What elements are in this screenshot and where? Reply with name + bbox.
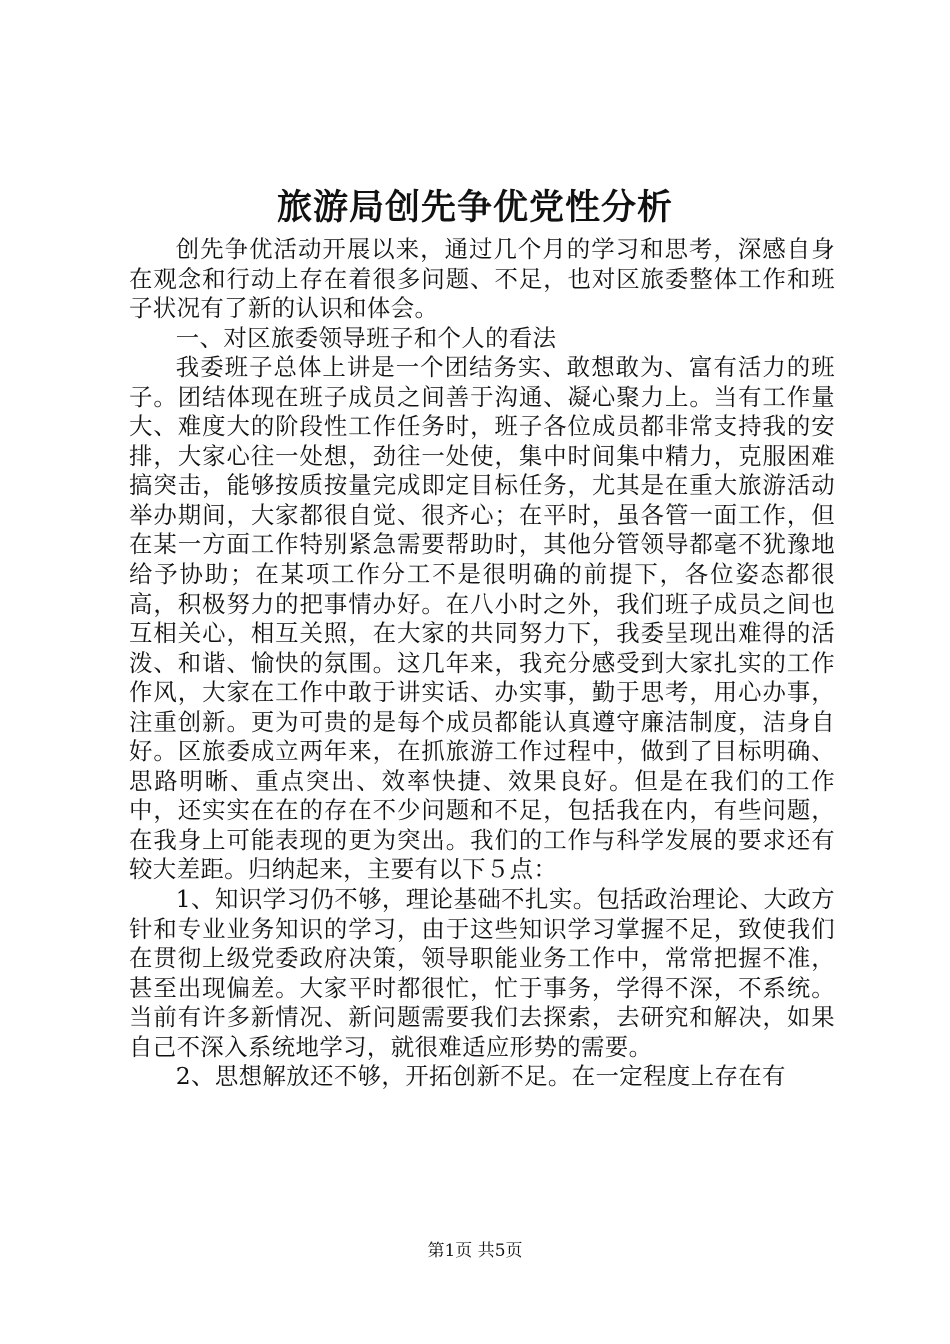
document-body (129, 235, 835, 1092)
paragraph-team-assessment: 我委班子总体上讲是一个团结务实、敢想敢为、富有活力的班子。团结体现在班子成员之间善于沟通、凝心聚力上。当有工作量大、难度大的阶段性工作任务时，班子各位成员都非常支持我的安排，大家心往一处想，劲往一处使，集中时间集中精力，克服困难搞突击，能够按质按量完成即定目标任务，尤其是在重大旅游活动举办期间，大家都很自觉、很齐心；在平时，虽各管一面工作，但在某一方面工作特别紧急需要帮助时，其他分管领导都毫不犹豫地给予协助；在某项工作分工不是很明确的前提下，各位姿态都很高，积极努力的把事情办好。在八小时之外，我们班子成员之间也互相关心，相互关照，在大家的共同努力下，我委呈现出难得的活泼、和谐、愉快的氛围。这几年来，我充分感受到大家扎实的工作作风，大家在工作中敢于讲实话、办实事，勤于思考，用心办事，注重创新。更为可贵的是每个成员都能认真遵守廉洁制度，洁身自好。区旅委成立两年来，在抓旅游工作过程中，做到了目标明确、思路明晰、重点突出、效率快捷、效果良好。但是在我们的工作中，还实实在在的存在不少问题和不足，包括我在内，有些问题，在我身上可能表现的更为突出。我们的工作与科学发展的要求还有较大差距。归纳起来，主要有以下５点： (129, 353, 835, 884)
paragraph-point-2: 2、思想解放还不够，开拓创新不足。在一定程度上存在有 (175, 1062, 786, 1091)
section-heading-1: 一、对区旅委领导班子和个人的看法 (175, 323, 557, 352)
document-title: 旅游局创先争优党性分析 (276, 187, 673, 228)
paragraph-point-1: 1、知识学习仍不够，理论基础不扎实。包括政治理论、大政方针和专业业务知识的学习，由于这些知识学习掌握不足，致使我们在贯彻上级党委政府决策，领导职能业务工作中，常常把握不准，甚至出现偏差。大家平时都很忙，忙于事务，学得不深，不系统。当前有许多新情况、新问题需要我们去探索，去研究和解决，如果自己不深入系统地学习，就很难适应形势的需要。 (129, 885, 835, 1061)
page-footer: 第1页 共5页 (427, 1241, 523, 1261)
paragraph-intro: 创先争优活动开展以来，通过几个月的学习和思考，深感自身在观念和行动上存在着很多问题、不足，也对区旅委整体工作和班子状况有了新的认识和体会。 (129, 235, 835, 323)
